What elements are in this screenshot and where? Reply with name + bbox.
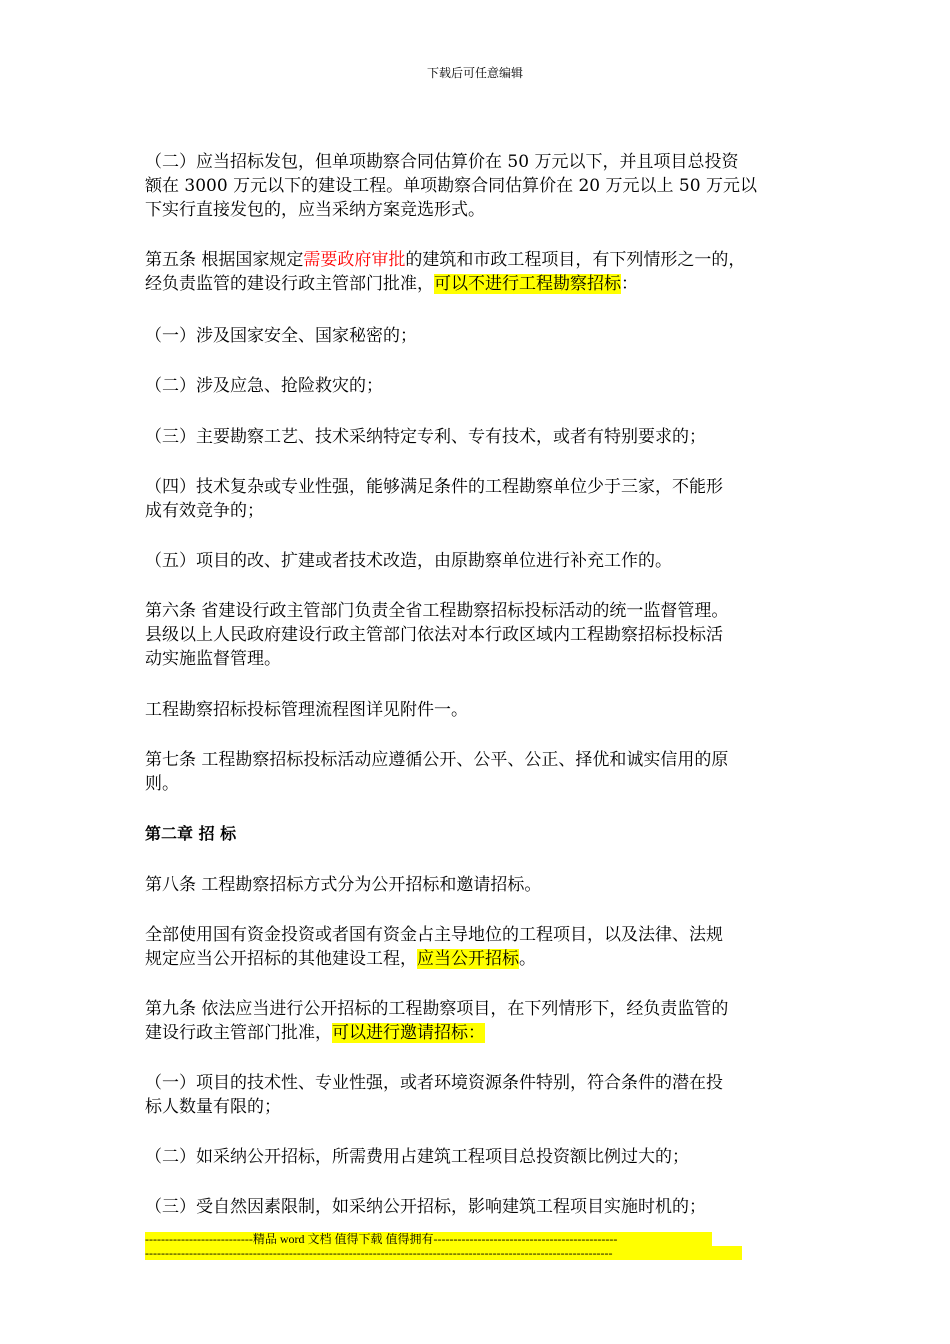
footer-dash-line: ---------------------------------------------------------------------------------------------------------------------: [145, 1246, 742, 1260]
article-9: [145, 997, 813, 1045]
text-line: 则。: [145, 774, 179, 794]
article-7: [145, 748, 813, 796]
page-footer: [145, 1232, 742, 1260]
article-9-item-2: （二）如采纳公开招标，所需费用占建筑工程项目总投资额比例过大的；: [145, 1147, 689, 1167]
text-line: [145, 947, 813, 971]
article-8-paragraph-2: [145, 923, 813, 971]
article-5: [145, 248, 813, 296]
text-line: [145, 272, 813, 296]
footer-banner: ---------------------------精品 word 文档 值得下载 值得拥有----------------------------------------------: [145, 1232, 712, 1246]
paragraph-1: [145, 150, 813, 222]
highlighted-text: 可以不进行工程勘察招标: [434, 274, 621, 294]
text-run: 的建筑和市政工程项目，有下列情形之一的，: [405, 250, 746, 270]
red-text: 需要政府审批: [303, 250, 406, 270]
chapter-heading: 第二章 招 标: [145, 824, 237, 843]
article-5-item-2: （二）涉及应急、抢险救灾的；: [145, 376, 383, 396]
text-run: 经负责监管的建设行政主管部门批准，: [145, 274, 434, 294]
text-line: 标人数量有限的；: [145, 1097, 281, 1117]
text-line: 第九条 依法应当进行公开招标的工程勘察项目，在下列情形下，经负责监管的: [145, 999, 729, 1019]
article-5-item-5: （五）项目的改、扩建或者技术改造，由原勘察单位进行补充工作的。: [145, 551, 672, 571]
article-5-item-1: （一）涉及国家安全、国家秘密的；: [145, 326, 417, 346]
flowchart-note: 工程勘察招标投标管理流程图详见附件一。: [145, 700, 468, 720]
text-run: 规定应当公开招标的其他建设工程，: [145, 949, 417, 969]
text-line: （四）技术复杂或专业性强，能够满足条件的工程勘察单位少于三家，不能形: [145, 477, 723, 497]
article-9-item-3: （三）受自然因素限制，如采纳公开招标，影响建筑工程项目实施时机的；: [145, 1197, 706, 1217]
text-line: 成有效竞争的；: [145, 501, 264, 521]
text-run: 第五条 根据国家规定: [145, 250, 304, 270]
text-line: [145, 1021, 813, 1045]
page-header: 下载后可任意编辑: [426, 66, 523, 80]
text-line: 下实行直接发包的，应当采纳方案竞选形式。: [145, 200, 485, 220]
text-run: 。: [519, 949, 536, 969]
article-8: 第八条 工程勘察招标方式分为公开招标和邀请招标。: [145, 875, 542, 895]
article-6: [145, 599, 813, 671]
text-run: 建设行政主管部门批准，: [145, 1023, 332, 1043]
text-line: （一）项目的技术性、专业性强，或者环境资源条件特别，符合条件的潜在投: [145, 1073, 723, 1093]
text-line: 动实施监督管理。: [145, 649, 281, 669]
text-line: 县级以上人民政府建设行政主管部门依法对本行政区域内工程勘察招标投标活: [145, 625, 723, 645]
article-5-item-3: （三）主要勘察工艺、技术采纳特定专利、专有技术，或者有特别要求的；: [145, 427, 706, 447]
highlighted-text: 可以进行邀请招标：: [332, 1023, 485, 1043]
article-9-item-1: [145, 1071, 813, 1119]
text-line: （二）应当招标发包，但单项勘察合同估算价在 50 万元以下，并且项目总投资: [145, 152, 739, 172]
text-line: 第六条 省建设行政主管部门负责全省工程勘察招标投标活动的统一监督管理。: [145, 601, 729, 621]
text-line: 全部使用国有资金投资或者国有资金占主导地位的工程项目，以及法律、法规: [145, 925, 723, 945]
highlighted-text: 应当公开招标: [417, 949, 519, 969]
text-line: 第七条 工程勘察招标投标活动应遵循公开、公平、公正、择优和诚实信用的原: [145, 750, 729, 770]
article-5-item-4: [145, 475, 813, 523]
text-run: ：: [621, 274, 638, 294]
text-line: 额在 3000 万元以下的建设工程。单项勘察合同估算价在 20 万元以上 50 万元以: [145, 176, 757, 196]
text-line: [145, 248, 813, 272]
